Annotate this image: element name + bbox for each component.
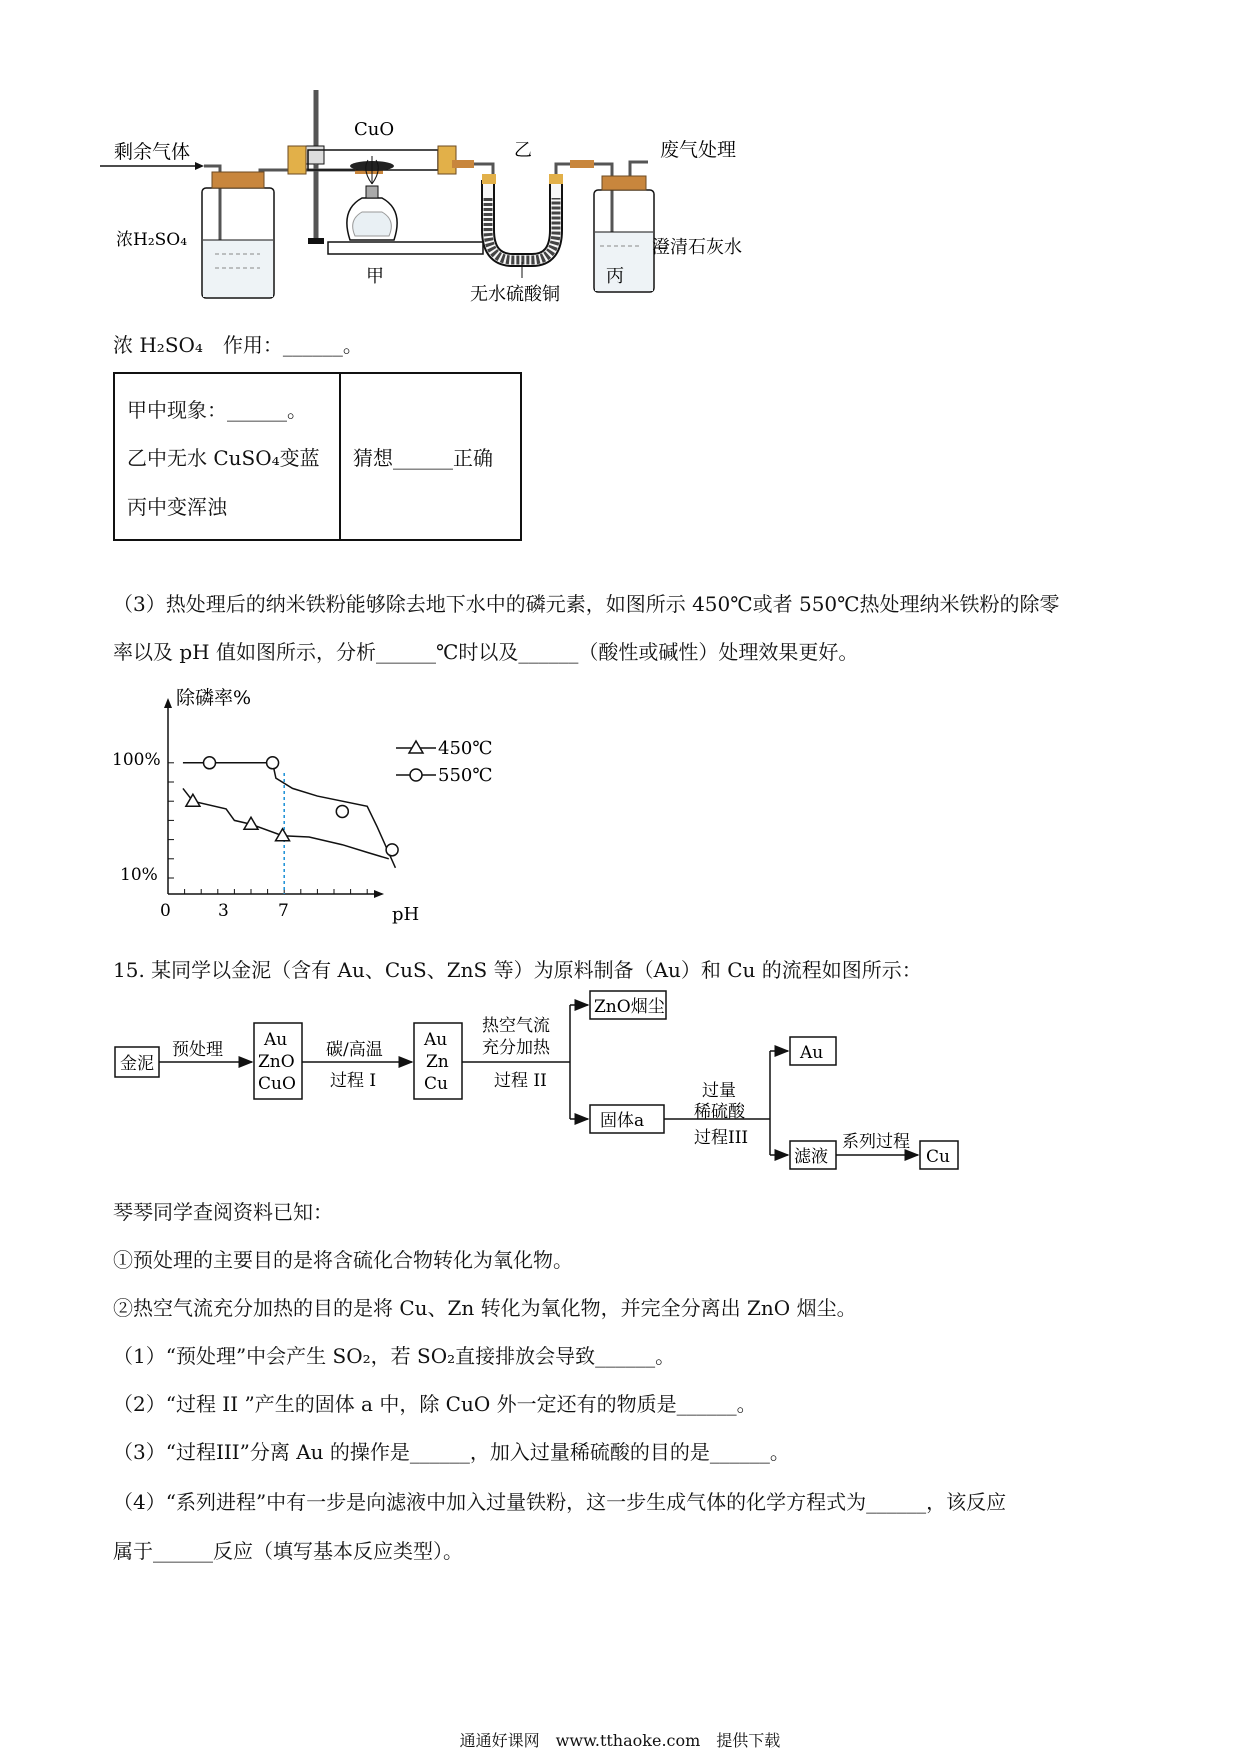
u-tube-yi	[488, 180, 556, 260]
sub-question-4-line1: （4）“系列进程”中有一步是向滤液中加入过量铁粉，这一步生成气体的化学方程式为______，该反应	[113, 1490, 1007, 1514]
acid-label: 浓H₂SO₄	[116, 230, 188, 250]
y-tick-100: 100%	[112, 750, 161, 770]
info-1: ①预处理的主要目的是将含硫化合物转化为氧化物。	[113, 1248, 573, 1272]
process-flow-diagram	[110, 985, 990, 1185]
point-550-0	[204, 757, 216, 769]
yi-label: 乙	[514, 140, 532, 161]
point-550-1	[267, 757, 279, 769]
limewater-label: 澄清石灰水	[652, 237, 742, 258]
y-axis-arrow	[164, 698, 172, 708]
flow-step1-top: 碳/高温	[326, 1040, 383, 1060]
table-conclusion: 猜想______正确	[353, 446, 493, 470]
flow-step2-top2: 充分加热	[482, 1038, 550, 1058]
apparatus-diagram	[100, 90, 860, 320]
table-cell-conclusion	[341, 374, 520, 539]
jia-label: 甲	[366, 266, 384, 287]
table-line-3: 丙中变浑浊	[127, 495, 227, 519]
bing-label: 丙	[606, 266, 624, 287]
y-tick-10: 10%	[120, 865, 158, 885]
series-450-line	[183, 788, 389, 858]
sub-question-3: （3）“过程III”分离 Au 的操作是______，加入过量稀硫酸的目的是______。	[113, 1440, 790, 1464]
table-line-2: 乙中无水 CuSO₄变蓝	[127, 446, 320, 470]
x-tick-0: 0	[160, 901, 171, 921]
flow-step3-3: 过程III	[694, 1128, 749, 1148]
q15-stem: 15. 某同学以金泥（含有 Au、CuS、ZnS 等）为原料制备（Au）和 Cu 的流程如图所示：	[113, 958, 922, 982]
table-line-1: 甲中现象：______。	[127, 398, 307, 422]
sub-question-1: （1）“预处理”中会产生 SO₂，若 SO₂直接排放会导致______。	[113, 1344, 676, 1368]
chart-legend	[396, 738, 493, 786]
q3-line2: 率以及 pH 值如图所示，分析______℃时以及______（酸性或碱性）处理效果更好。	[113, 640, 859, 664]
flow-raw: 金泥	[120, 1054, 154, 1074]
box1-cuo: CuO	[258, 1074, 296, 1094]
x-tick-3: 3	[218, 901, 229, 921]
box1-au: Au	[264, 1030, 288, 1050]
x-axis-arrow	[374, 890, 384, 898]
box2-au: Au	[424, 1030, 448, 1050]
flow-filtrate: 滤液	[794, 1147, 828, 1167]
point-550-3	[386, 844, 398, 856]
waste-label: 废气处理	[660, 139, 737, 161]
flow-step0: 预处理	[172, 1040, 223, 1060]
box2-zn: Zn	[426, 1052, 449, 1072]
gas-in-label: 剩余气体	[114, 141, 191, 163]
flow-au: Au	[800, 1043, 824, 1063]
flow-step3-2: 稀硫酸	[694, 1102, 745, 1122]
sub-question-2: （2）“过程 II ”产生的固体 a 中，除 CuO 外一定还有的物质是______。	[113, 1392, 757, 1416]
sub-question-4-line2: 属于______反应（填写基本反应类型）。	[113, 1539, 463, 1563]
info-2: ②热空气流充分加热的目的是将 Cu、Zn 转化为氧化物，并完全分离出 ZnO 烟尘。	[113, 1296, 857, 1320]
info-intro: 琴琴同学查阅资料已知：	[113, 1200, 333, 1224]
box1-zno: ZnO	[258, 1052, 295, 1072]
flow-step2-top1: 热空气流	[482, 1016, 550, 1036]
point-550-2	[336, 805, 348, 817]
q3-line1: （3）热处理后的纳米铁粉能够除去地下水中的磷元素，如图所示 450℃或者 550℃热处理纳米铁粉的除零	[113, 592, 1060, 616]
cuo-label: CuO	[354, 119, 395, 140]
flow-step3-1: 过量	[702, 1081, 736, 1101]
flow-step2-bottom: 过程 II	[494, 1071, 547, 1091]
x-tick-7: 7	[278, 901, 289, 921]
flow-cu: Cu	[926, 1147, 950, 1167]
chart-ylabel: 除磷率%	[176, 687, 252, 709]
phosphorus-removal-chart	[100, 680, 540, 930]
cuso4-label: 无水硫酸铜	[470, 284, 560, 305]
flow-step1-bottom: 过程 I	[330, 1071, 377, 1091]
flow-solid-a: 固体a	[600, 1111, 645, 1131]
page-footer: 通通好课网 www.tthaoke.com 提供下载	[459, 1731, 781, 1750]
flow-series-step: 系列过程	[842, 1132, 910, 1152]
chart-xlabel: pH	[392, 904, 420, 925]
observation-table	[113, 372, 522, 541]
legend-550: 550℃	[438, 765, 493, 786]
acid-role-line: 浓 H₂SO₄ 作用：______。	[113, 333, 363, 357]
box2-cu: Cu	[424, 1074, 448, 1094]
flow-zno: ZnO烟尘	[594, 997, 665, 1017]
table-cell-observations	[115, 374, 341, 539]
legend-450: 450℃	[438, 738, 493, 759]
